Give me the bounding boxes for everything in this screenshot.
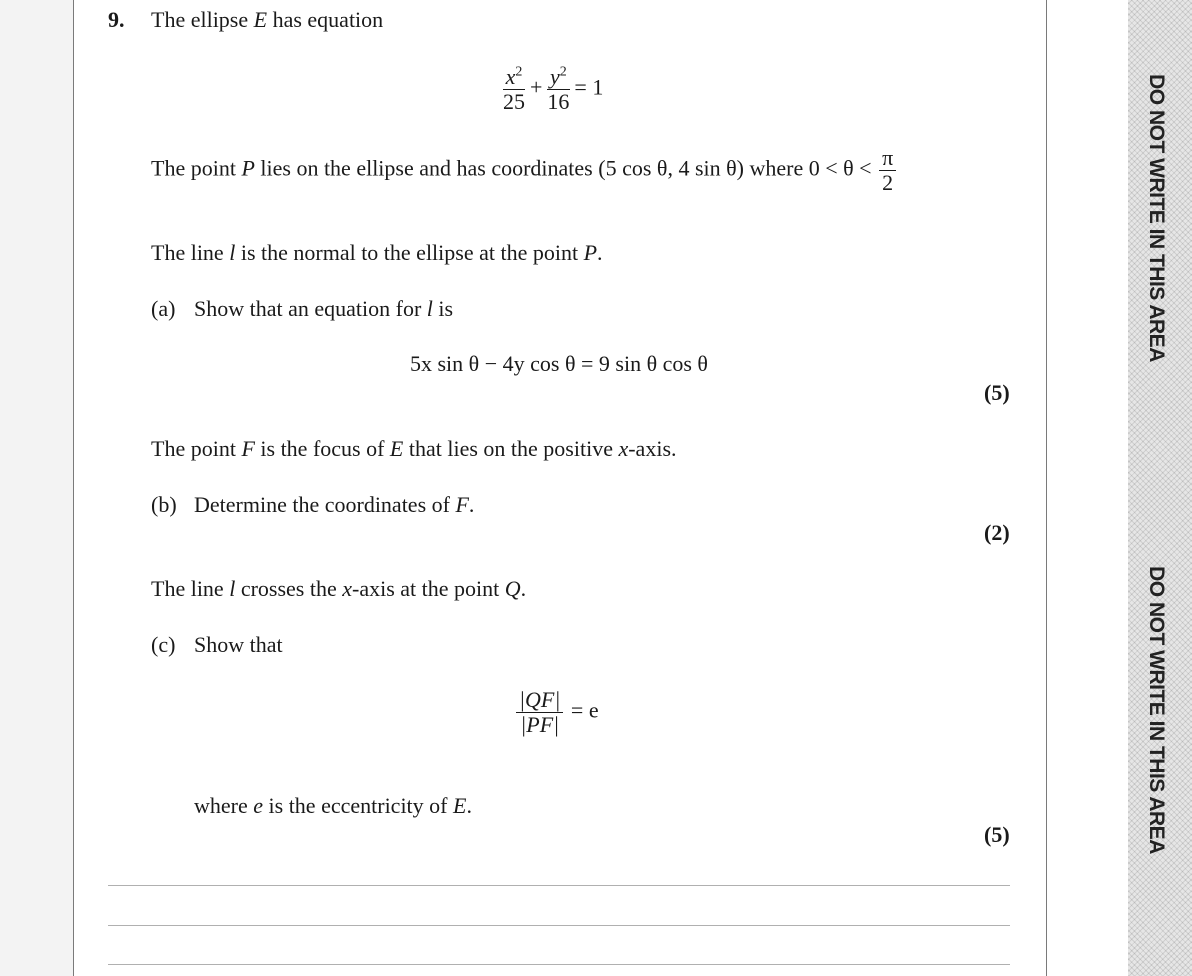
part-c-marks: (5) — [984, 822, 1010, 847]
part-b-marks: (2) — [984, 520, 1010, 545]
part-c-label: (c) — [151, 632, 176, 657]
margin-warning-bottom: DO NOT WRITE IN THIS AREA — [1145, 566, 1168, 854]
part-c-where: where e is the eccentricity of E. — [194, 793, 472, 818]
cross-text: The line l crosses the x-axis at the point Q. — [151, 576, 527, 601]
answer-line[interactable] — [108, 925, 1010, 926]
point-p-text: The point P lies on the ellipse and has coordinates (5 cos θ, 4 sin θ) where 0 < θ < $\frac{\pi}{2}$ — [151, 146, 898, 195]
part-a-label: (a) — [151, 296, 176, 321]
answer-line[interactable] — [108, 885, 1010, 886]
part-a-text: Show that an equation for l is — [194, 296, 454, 321]
answer-line[interactable] — [108, 964, 1010, 965]
question-number: 9. — [108, 7, 125, 32]
left-margin — [0, 0, 74, 976]
ellipse-equation: $\frac{x^2}{25}$ + $\frac{y^2}{16}$ = 1 — [503, 64, 604, 114]
part-a-marks: (5) — [984, 380, 1010, 405]
right-margin-rule — [1046, 0, 1047, 976]
focus-text: The point F is the focus of E that lies on the positive x-axis. — [151, 436, 677, 461]
normal-text: The line l is the normal to the ellipse at the point P. — [151, 240, 603, 265]
part-b-text: Determine the coordinates of F. — [194, 492, 475, 517]
margin-warning-top: DO NOT WRITE IN THIS AREA — [1145, 74, 1168, 362]
intro-text: The ellipse E has equation — [151, 7, 384, 32]
part-b-label: (b) — [151, 492, 177, 517]
part-a-equation: 5x sin θ − 4y cos θ = 9 sin θ cos θ — [410, 351, 708, 376]
part-c-equation: $\frac{|QF|}{|PF|}$ = e — [514, 688, 599, 737]
part-c-text: Show that — [194, 632, 283, 657]
